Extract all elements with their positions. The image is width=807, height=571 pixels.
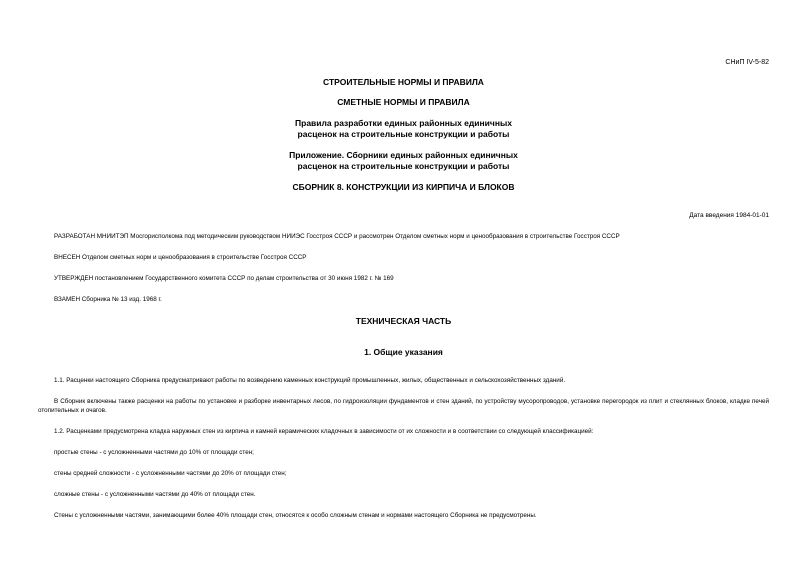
collection-title: СБОРНИК 8. КОНСТРУКЦИИ ИЗ КИРПИЧА И БЛОКОВ bbox=[292, 182, 515, 192]
paragraph-exclusion: Стены с усложненными частями, занимающими более 40% площади стен, относятся к особо сложным стенам и нормами настоящего Сборника не предусмотрены. bbox=[54, 512, 537, 519]
developed-by: РАЗРАБОТАН МНИИТЭП Мосгорисполкома под методическим руководством НИИЭС Госстроя СССР и рассмотрен Отделом сметных норм и ценообразования в строительстве Госстроя СССР bbox=[54, 233, 620, 240]
replaces-note: ВЗАМЕН Сборника № 13 изд. 1968 г. bbox=[54, 296, 162, 303]
introduction-date: Дата введения 1984-01-01 bbox=[689, 212, 769, 219]
title-line-2: СМЕТНЫЕ НОРМЫ И ПРАВИЛА bbox=[337, 97, 470, 107]
title-line-1: СТРОИТЕЛЬНЫЕ НОРМЫ И ПРАВИЛА bbox=[323, 77, 484, 87]
approved-by: УТВЕРЖДЕН постановлением Государственного комитета СССР по делам строительства от 30 июня 1982 г. № 169 bbox=[54, 275, 394, 282]
paragraph-1-1: 1.1. Расценки настоящего Сборника предусматривают работы по возведению каменных конструкций промышленных, жилых, общественных и сельскохозяйственных зданий. bbox=[54, 377, 566, 384]
submitted-by: ВНЕСЕН Отделом сметных норм и ценообразования в строительстве Госстроя СССР bbox=[54, 254, 307, 261]
paragraph-1-2: 1.2. Расценками предусмотрена кладка наружных стен из кирпича и камней керамических кладочных в зависимости от их сложности и в соответствии со следующей классификацией: bbox=[54, 428, 594, 435]
document-code: СНиП IV-5-82 bbox=[725, 59, 769, 66]
appendix-title-line-a: Приложение. Сборники единых районных единичных bbox=[289, 150, 518, 160]
rules-title-line-b: расценок на строительные конструкции и работы bbox=[297, 129, 510, 139]
classification-complex: сложные стены - с усложненными частями до 40% от площади стен. bbox=[54, 491, 256, 498]
subsection-title: 1. Общие указания bbox=[364, 347, 443, 357]
section-title: ТЕХНИЧЕСКАЯ ЧАСТЬ bbox=[355, 316, 452, 326]
rules-title-line-a: Правила разработки единых районных единичных bbox=[295, 118, 512, 128]
paragraph-scope: В Сборник включены также расценки на работы по установке и разборке инвентарных лесов, по гидроизоляции фундаментов и стен зданий, по устройству мусоропроводов, установке перегородок из плит и стеклянных блоков, кладке печей отопительных и очагов. bbox=[38, 398, 769, 414]
classification-medium: стены средней сложности - с усложненными частями до 20% от площади стен; bbox=[54, 470, 287, 477]
classification-simple: простые стены - с усложненными частями до 10% от площади стен; bbox=[54, 449, 254, 456]
appendix-title-line-b: расценок на строительные конструкции и работы bbox=[297, 161, 510, 171]
